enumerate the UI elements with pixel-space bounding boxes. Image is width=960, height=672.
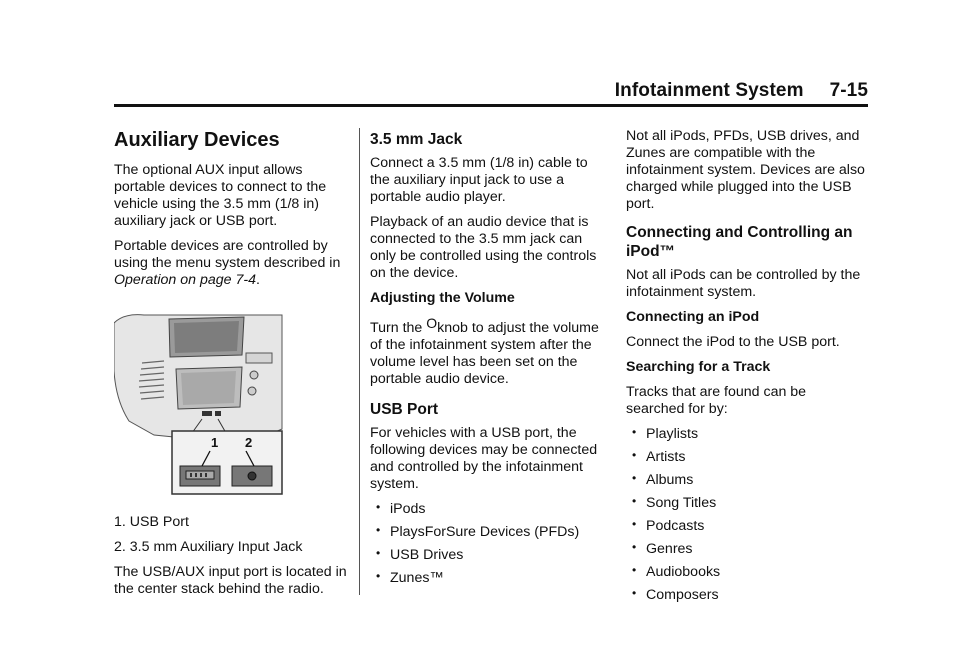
compatibility-paragraph: Not all iPods, PFDs, USB drives, and Zunes are compatible with the infotainment system. Devices are also charged while plugged into the USB port. xyxy=(626,128,865,212)
caption-usb-port: 1. USB Port xyxy=(114,514,189,530)
aux-intro-paragraph: The optional AUX input allows portable devices to connect to the vehicle using the 3.5 mm (1/8 in) auxiliary jack or USB port. xyxy=(114,162,327,229)
volume-paragraph xyxy=(370,315,606,388)
list-item: • USB Drives xyxy=(370,547,606,564)
auxiliary-devices-title: Auxiliary Devices xyxy=(114,129,280,151)
list-item: • Podcasts xyxy=(626,518,866,535)
volume-knob-icon: O xyxy=(426,315,438,331)
center-stack-illustration xyxy=(114,311,284,496)
aux-control-period: . xyxy=(255,272,260,288)
ipod-paragraph: Not all iPods can be controlled by the infotainment system. xyxy=(626,267,861,300)
aux-control-text: Portable devices are controlled by using the menu system described in xyxy=(114,238,341,271)
volume-text-pre: Turn the xyxy=(370,320,427,336)
aux-control-paragraph xyxy=(114,238,350,289)
column-2 xyxy=(370,130,606,593)
column-1 xyxy=(114,128,350,606)
jack-paragraph-2: Playback of an audio device that is connected to the 3.5 mm jack can only be controlled using the controls on the device. xyxy=(370,214,597,281)
jack-title: 3.5 mm Jack xyxy=(370,131,463,148)
volume-text-post: knob to adjust the volume of the infotainment system after the volume level has been set on the portable audio device. xyxy=(370,320,599,387)
column-divider xyxy=(359,128,360,595)
header-rule xyxy=(114,104,868,107)
list-item: • iPods xyxy=(370,501,606,518)
header-section-title: Infotainment System xyxy=(614,80,804,101)
aux-location-paragraph: The USB/AUX input port is located in the center stack behind the radio. xyxy=(114,564,347,597)
jack-paragraph-1: Connect a 3.5 mm (1/8 in) cable to the auxiliary input jack to use a portable audio player. xyxy=(370,155,588,205)
connect-heading: Connecting an iPod xyxy=(626,309,760,325)
operation-page-reference[interactable]: Operation on page 7-4 xyxy=(114,272,256,288)
callout-2-label: 2 xyxy=(245,435,253,450)
volume-heading: Adjusting the Volume xyxy=(370,290,515,306)
list-item: • Song Titles xyxy=(626,495,866,512)
center-stack-drawing xyxy=(114,311,284,496)
list-item: • Zunes™ xyxy=(370,570,606,587)
ipod-title: Connecting and Controlling an iPod™ xyxy=(626,224,853,260)
usb-device-list xyxy=(370,501,606,587)
usb-paragraph: For vehicles with a USB port, the following devices may be connected and controlled by the infotainment system. xyxy=(370,425,598,492)
usb-port-title: USB Port xyxy=(370,401,439,418)
figure-caption-list xyxy=(114,514,350,556)
column-3 xyxy=(626,128,866,610)
list-item: • Genres xyxy=(626,541,866,558)
page-header xyxy=(615,80,868,102)
search-heading: Searching for a Track xyxy=(626,359,771,375)
caption-aux-jack: 2. 3.5 mm Auxiliary Input Jack xyxy=(114,539,303,555)
header-page-number: 7-15 xyxy=(829,80,868,101)
search-criteria-list xyxy=(626,426,866,604)
list-item: • Albums xyxy=(626,472,866,489)
list-item: • Audiobooks xyxy=(626,564,866,581)
callout-1-label: 1 xyxy=(211,435,219,450)
list-item: • Artists xyxy=(626,449,866,466)
list-item: • Playlists xyxy=(626,426,866,443)
list-item: • PlaysForSure Devices (PFDs) xyxy=(370,524,606,541)
search-paragraph: Tracks that are found can be searched for by: xyxy=(626,384,807,417)
list-item: • Composers xyxy=(626,587,866,604)
connect-paragraph: Connect the iPod to the USB port. xyxy=(626,334,840,350)
